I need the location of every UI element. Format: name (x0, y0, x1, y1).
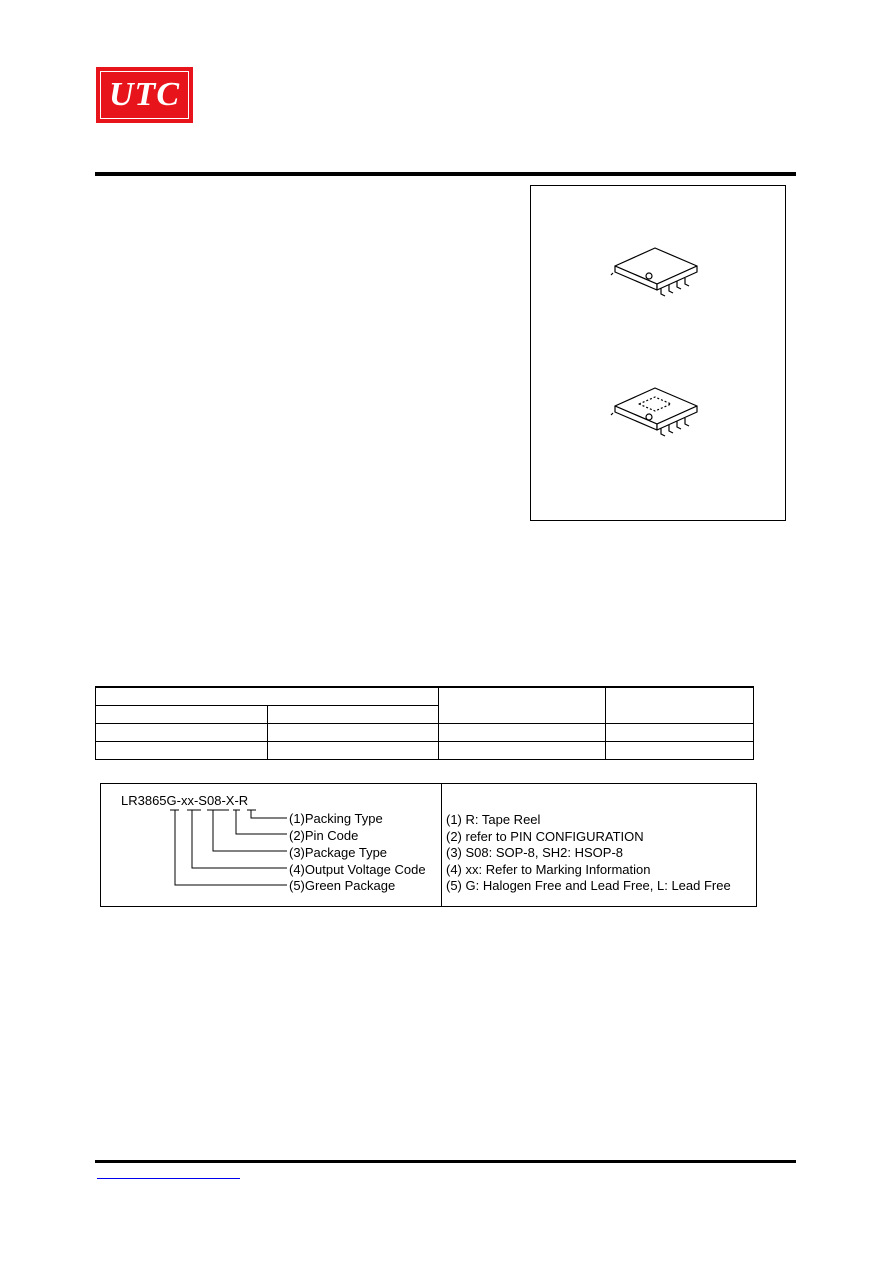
part-number-legend (100, 783, 757, 907)
sop8-package-icon (609, 242, 705, 302)
table-subheader-cell (268, 706, 439, 724)
table-header-cell (439, 687, 606, 724)
field-pin-code: (2)Pin Code (289, 828, 359, 843)
field-packing-type: (1)Packing Type (289, 811, 383, 826)
package-illustration-box (530, 185, 786, 521)
table-row (96, 742, 754, 760)
footer-rule (95, 1160, 796, 1163)
utc-logo (96, 67, 193, 123)
description-item: (5) G: Halogen Free and Lead Free, L: Lead Free (446, 878, 731, 893)
table-subheader-cell (96, 706, 268, 724)
description-item: (1) R: Tape Reel (446, 812, 541, 827)
hsop8-package-icon (609, 382, 705, 442)
part-number: LR3865G-xx-S08-X-R (121, 793, 249, 808)
description-item: (2) refer to PIN CONFIGURATION (446, 828, 644, 844)
ordering-info-table (95, 686, 754, 760)
field-green-package: (5)Green Package (289, 878, 396, 893)
legend-divider (441, 784, 442, 906)
part-number-diagram (101, 784, 441, 906)
description-item: (3) S08: SOP-8, SH2: HSOP-8 (446, 845, 624, 860)
field-output-voltage-code: (4)Output Voltage Code (289, 862, 426, 877)
field-descriptions (446, 812, 731, 895)
logo-frame (100, 71, 189, 119)
logo-text: UTC (109, 76, 180, 113)
table-row (96, 724, 754, 742)
header-rule (95, 172, 796, 176)
field-package-type: (3)Package Type (289, 845, 388, 860)
table-header-cell (606, 687, 754, 724)
table-header-cell (96, 687, 439, 706)
description-item: (4) xx: Refer to Marking Information (446, 861, 651, 877)
footer-website-link[interactable] (97, 1178, 240, 1179)
